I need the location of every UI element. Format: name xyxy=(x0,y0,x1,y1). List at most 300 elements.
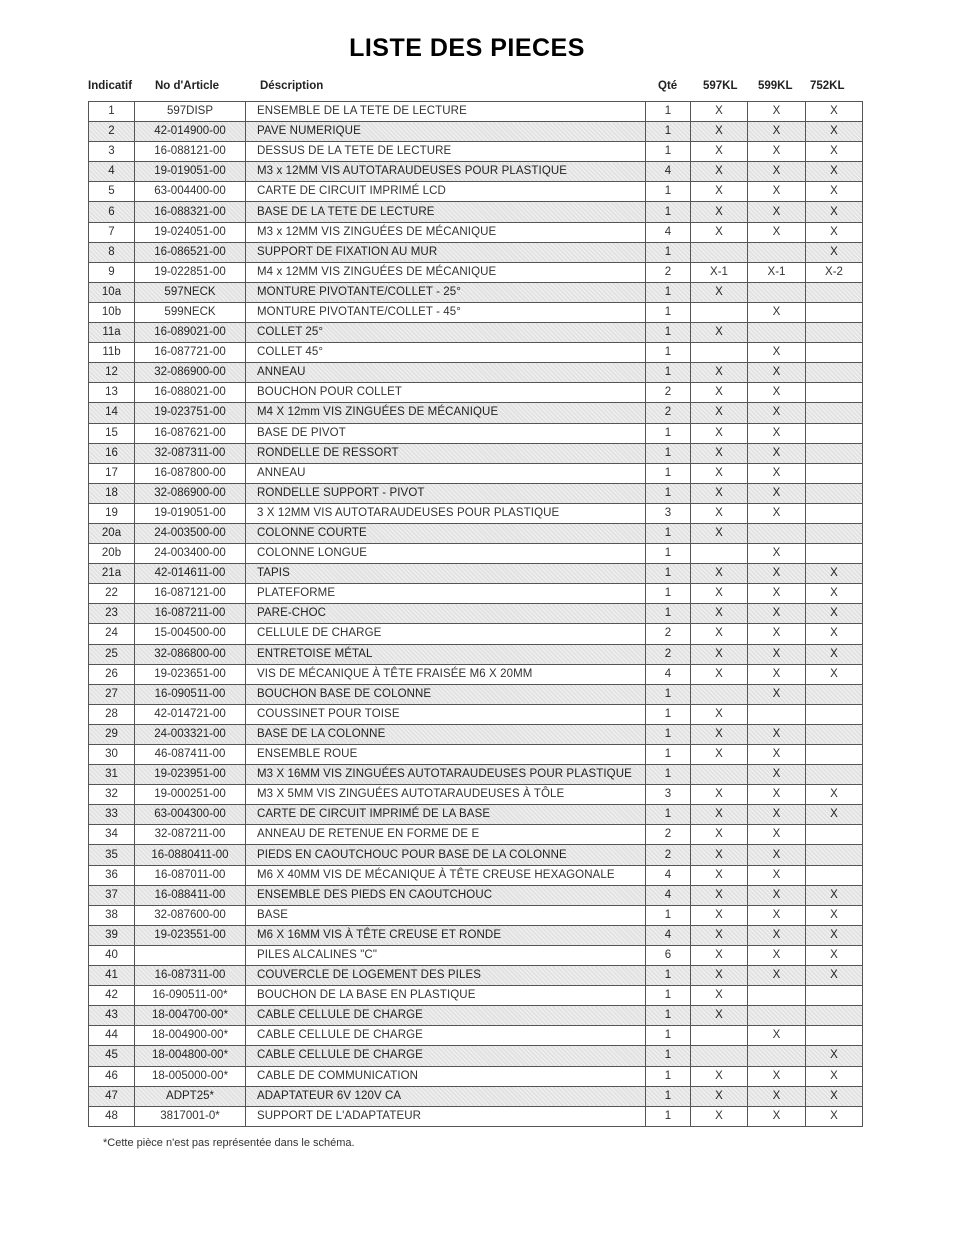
model-752kl-cell xyxy=(806,323,863,343)
article-number-cell: 19-023551-00 xyxy=(135,925,246,945)
description-cell: CABLE DE COMMUNICATION xyxy=(246,1066,646,1086)
model-599kl-cell: X xyxy=(748,483,806,503)
quantity-cell: 1 xyxy=(646,423,691,443)
table-row xyxy=(89,403,863,423)
model-599kl-cell: X xyxy=(748,664,806,684)
model-752kl-cell: X xyxy=(806,584,863,604)
model-597kl-cell xyxy=(691,302,748,322)
model-597kl-cell xyxy=(691,684,748,704)
model-597kl-cell: X xyxy=(691,584,748,604)
description-cell: RONDELLE DE RESSORT xyxy=(246,443,646,463)
model-597kl-cell: X xyxy=(691,945,748,965)
quantity-cell: 1 xyxy=(646,142,691,162)
model-599kl-cell xyxy=(748,1006,806,1026)
quantity-cell: 1 xyxy=(646,905,691,925)
article-number-cell: 24-003321-00 xyxy=(135,724,246,744)
model-752kl-cell xyxy=(806,443,863,463)
article-number-cell: 19-022851-00 xyxy=(135,262,246,282)
model-597kl-cell: X xyxy=(691,483,748,503)
model-599kl-cell: X xyxy=(748,122,806,142)
article-number-cell: 16-087311-00 xyxy=(135,966,246,986)
table-row xyxy=(89,463,863,483)
quantity-cell: 3 xyxy=(646,785,691,805)
description-cell: COUSSINET POUR TOISE xyxy=(246,704,646,724)
model-752kl-cell: X xyxy=(806,1106,863,1126)
article-number-cell: 18-005000-00* xyxy=(135,1066,246,1086)
table-row xyxy=(89,262,863,282)
model-597kl-cell: X xyxy=(691,1106,748,1126)
model-752kl-cell: X xyxy=(806,1066,863,1086)
indicatif-cell: 28 xyxy=(89,704,135,724)
quantity-cell: 2 xyxy=(646,262,691,282)
quantity-cell: 1 xyxy=(646,463,691,483)
quantity-cell: 1 xyxy=(646,443,691,463)
quantity-cell: 2 xyxy=(646,383,691,403)
indicatif-cell: 30 xyxy=(89,745,135,765)
table-row xyxy=(89,363,863,383)
article-number-cell: 42-014611-00 xyxy=(135,564,246,584)
header-599kl: 599KL xyxy=(758,80,793,92)
quantity-cell: 1 xyxy=(646,122,691,142)
table-row xyxy=(89,1066,863,1086)
indicatif-cell: 33 xyxy=(89,805,135,825)
indicatif-cell: 26 xyxy=(89,664,135,684)
model-597kl-cell xyxy=(691,1026,748,1046)
parts-table xyxy=(88,101,863,1127)
table-row xyxy=(89,383,863,403)
model-597kl-cell: X xyxy=(691,785,748,805)
article-number-cell: 19-023751-00 xyxy=(135,403,246,423)
model-597kl-cell xyxy=(691,242,748,262)
model-752kl-cell: X xyxy=(806,785,863,805)
model-599kl-cell xyxy=(748,1046,806,1066)
indicatif-cell: 17 xyxy=(89,463,135,483)
article-number-cell: 16-089021-00 xyxy=(135,323,246,343)
description-cell: PAVE NUMERIQUE xyxy=(246,122,646,142)
indicatif-cell: 48 xyxy=(89,1106,135,1126)
model-599kl-cell: X xyxy=(748,363,806,383)
model-752kl-cell xyxy=(806,483,863,503)
description-cell: COLONNE COURTE xyxy=(246,523,646,543)
indicatif-cell: 4 xyxy=(89,162,135,182)
indicatif-cell: 20a xyxy=(89,523,135,543)
table-row xyxy=(89,443,863,463)
indicatif-cell: 19 xyxy=(89,503,135,523)
quantity-cell: 1 xyxy=(646,704,691,724)
model-597kl-cell: X xyxy=(691,966,748,986)
article-number-cell: 42-014900-00 xyxy=(135,122,246,142)
model-599kl-cell xyxy=(748,323,806,343)
indicatif-cell: 9 xyxy=(89,262,135,282)
article-number-cell: 16-087121-00 xyxy=(135,584,246,604)
article-number-cell: 16-087800-00 xyxy=(135,463,246,483)
table-row xyxy=(89,604,863,624)
table-row xyxy=(89,684,863,704)
description-cell: BASE DE LA TETE DE LECTURE xyxy=(246,202,646,222)
description-cell: ENTRETOISE MÉTAL xyxy=(246,644,646,664)
table-row xyxy=(89,544,863,564)
description-cell: M6 X 16MM VIS À TÊTE CREUSE ET RONDE xyxy=(246,925,646,945)
description-cell: M3 X 5MM VIS ZINGUÉES AUTOTARAUDEUSES À TÔLE xyxy=(246,785,646,805)
article-number-cell: 16-088411-00 xyxy=(135,885,246,905)
table-row xyxy=(89,845,863,865)
quantity-cell: 1 xyxy=(646,745,691,765)
description-cell: BASE DE PIVOT xyxy=(246,423,646,443)
table-row xyxy=(89,1046,863,1066)
model-599kl-cell: X xyxy=(748,825,806,845)
table-row xyxy=(89,222,863,242)
model-752kl-cell xyxy=(806,343,863,363)
quantity-cell: 1 xyxy=(646,544,691,564)
model-597kl-cell: X xyxy=(691,1006,748,1026)
table-row xyxy=(89,343,863,363)
table-row xyxy=(89,905,863,925)
description-cell: COLLET 25° xyxy=(246,323,646,343)
model-752kl-cell: X xyxy=(806,905,863,925)
model-597kl-cell: X xyxy=(691,825,748,845)
quantity-cell: 1 xyxy=(646,724,691,744)
article-number-cell: 19-000251-00 xyxy=(135,785,246,805)
description-cell: ANNEAU xyxy=(246,363,646,383)
description-cell: CABLE CELLULE DE CHARGE xyxy=(246,1026,646,1046)
quantity-cell: 1 xyxy=(646,1046,691,1066)
model-599kl-cell: X xyxy=(748,1026,806,1046)
description-cell: PARE-CHOC xyxy=(246,604,646,624)
indicatif-cell: 22 xyxy=(89,584,135,604)
article-number-cell: 19-024051-00 xyxy=(135,222,246,242)
model-599kl-cell: X xyxy=(748,564,806,584)
model-597kl-cell: X xyxy=(691,182,748,202)
indicatif-cell: 6 xyxy=(89,202,135,222)
article-number-cell: 32-086900-00 xyxy=(135,483,246,503)
description-cell: M3 X 16MM VIS ZINGUÉES AUTOTARAUDEUSES POUR PLASTIQUE xyxy=(246,765,646,785)
model-599kl-cell: X xyxy=(748,1086,806,1106)
description-cell: SUPPORT DE L'ADAPTATEUR xyxy=(246,1106,646,1126)
model-752kl-cell xyxy=(806,463,863,483)
indicatif-cell: 24 xyxy=(89,624,135,644)
model-597kl-cell: X xyxy=(691,624,748,644)
indicatif-cell: 5 xyxy=(89,182,135,202)
table-row xyxy=(89,1006,863,1026)
model-597kl-cell xyxy=(691,343,748,363)
description-cell: RONDELLE SUPPORT - PIVOT xyxy=(246,483,646,503)
model-599kl-cell: X xyxy=(748,765,806,785)
quantity-cell: 1 xyxy=(646,242,691,262)
table-row xyxy=(89,825,863,845)
table-row xyxy=(89,584,863,604)
model-599kl-cell: X xyxy=(748,383,806,403)
quantity-cell: 1 xyxy=(646,564,691,584)
article-number-cell: 16-088021-00 xyxy=(135,383,246,403)
table-row xyxy=(89,986,863,1006)
model-599kl-cell: X xyxy=(748,885,806,905)
indicatif-cell: 47 xyxy=(89,1086,135,1106)
quantity-cell: 4 xyxy=(646,162,691,182)
model-599kl-cell: X xyxy=(748,182,806,202)
model-599kl-cell: X xyxy=(748,604,806,624)
article-number-cell: 19-019051-00 xyxy=(135,162,246,182)
indicatif-cell: 25 xyxy=(89,644,135,664)
description-cell: ADAPTATEUR 6V 120V CA xyxy=(246,1086,646,1106)
indicatif-cell: 11b xyxy=(89,343,135,363)
description-cell: MONTURE PIVOTANTE/COLLET - 45° xyxy=(246,302,646,322)
page-title: LISTE DES PIECES xyxy=(349,34,585,62)
model-597kl-cell xyxy=(691,765,748,785)
model-752kl-cell: X xyxy=(806,604,863,624)
quantity-cell: 1 xyxy=(646,1086,691,1106)
model-752kl-cell xyxy=(806,865,863,885)
indicatif-cell: 39 xyxy=(89,925,135,945)
article-number-cell: 24-003400-00 xyxy=(135,544,246,564)
quantity-cell: 4 xyxy=(646,222,691,242)
table-row xyxy=(89,162,863,182)
description-cell: CABLE CELLULE DE CHARGE xyxy=(246,1006,646,1026)
indicatif-cell: 38 xyxy=(89,905,135,925)
model-597kl-cell: X xyxy=(691,202,748,222)
description-cell: PILES ALCALINES "C" xyxy=(246,945,646,965)
model-599kl-cell: X xyxy=(748,343,806,363)
table-row xyxy=(89,503,863,523)
model-752kl-cell xyxy=(806,363,863,383)
model-599kl-cell: X xyxy=(748,644,806,664)
quantity-cell: 1 xyxy=(646,483,691,503)
table-row xyxy=(89,182,863,202)
indicatif-cell: 36 xyxy=(89,865,135,885)
indicatif-cell: 35 xyxy=(89,845,135,865)
quantity-cell: 1 xyxy=(646,102,691,122)
model-752kl-cell xyxy=(806,845,863,865)
model-752kl-cell xyxy=(806,302,863,322)
table-row xyxy=(89,423,863,443)
article-number-cell: 597DISP xyxy=(135,102,246,122)
quantity-cell: 1 xyxy=(646,1066,691,1086)
table-row xyxy=(89,102,863,122)
model-599kl-cell: X xyxy=(748,584,806,604)
model-752kl-cell: X xyxy=(806,624,863,644)
table-row xyxy=(89,242,863,262)
article-number-cell: 18-004800-00* xyxy=(135,1046,246,1066)
model-599kl-cell: X xyxy=(748,142,806,162)
article-number-cell: 16-090511-00 xyxy=(135,684,246,704)
model-752kl-cell xyxy=(806,423,863,443)
model-597kl-cell: X xyxy=(691,604,748,624)
model-597kl-cell: X xyxy=(691,323,748,343)
model-597kl-cell: X xyxy=(691,503,748,523)
model-597kl-cell: X xyxy=(691,423,748,443)
model-752kl-cell: X xyxy=(806,242,863,262)
model-599kl-cell: X xyxy=(748,463,806,483)
article-number-cell: 15-004500-00 xyxy=(135,624,246,644)
table-row xyxy=(89,302,863,322)
model-752kl-cell xyxy=(806,282,863,302)
quantity-cell: 1 xyxy=(646,684,691,704)
table-row xyxy=(89,1086,863,1106)
description-cell: M6 X 40MM VIS DE MÉCANIQUE À TÊTE CREUSE HEXAGONALE xyxy=(246,865,646,885)
model-599kl-cell: X xyxy=(748,925,806,945)
article-number-cell: 597NECK xyxy=(135,282,246,302)
indicatif-cell: 46 xyxy=(89,1066,135,1086)
model-599kl-cell xyxy=(748,523,806,543)
model-599kl-cell xyxy=(748,704,806,724)
model-597kl-cell: X xyxy=(691,383,748,403)
article-number-cell: 32-087211-00 xyxy=(135,825,246,845)
quantity-cell: 2 xyxy=(646,403,691,423)
indicatif-cell: 37 xyxy=(89,885,135,905)
model-599kl-cell: X xyxy=(748,423,806,443)
article-number-cell: 32-087311-00 xyxy=(135,443,246,463)
quantity-cell: 3 xyxy=(646,503,691,523)
article-number-cell: ADPT25* xyxy=(135,1086,246,1106)
indicatif-cell: 12 xyxy=(89,363,135,383)
model-597kl-cell: X xyxy=(691,443,748,463)
indicatif-cell: 2 xyxy=(89,122,135,142)
model-752kl-cell xyxy=(806,825,863,845)
article-number-cell: 18-004900-00* xyxy=(135,1026,246,1046)
indicatif-cell: 20b xyxy=(89,544,135,564)
description-cell: PIEDS EN CAOUTCHOUC POUR BASE DE LA COLONNE xyxy=(246,845,646,865)
model-599kl-cell xyxy=(748,282,806,302)
table-row xyxy=(89,704,863,724)
model-597kl-cell: X xyxy=(691,925,748,945)
model-752kl-cell: X xyxy=(806,1046,863,1066)
model-752kl-cell: X xyxy=(806,644,863,664)
description-cell: BASE DE LA COLONNE xyxy=(246,724,646,744)
model-599kl-cell: X xyxy=(748,102,806,122)
indicatif-cell: 40 xyxy=(89,945,135,965)
article-number-cell: 63-004400-00 xyxy=(135,182,246,202)
indicatif-cell: 41 xyxy=(89,966,135,986)
model-752kl-cell xyxy=(806,1026,863,1046)
table-row xyxy=(89,483,863,503)
model-599kl-cell: X xyxy=(748,302,806,322)
model-752kl-cell: X xyxy=(806,664,863,684)
article-number-cell: 16-088121-00 xyxy=(135,142,246,162)
indicatif-cell: 32 xyxy=(89,785,135,805)
table-row xyxy=(89,564,863,584)
indicatif-cell: 31 xyxy=(89,765,135,785)
model-752kl-cell: X xyxy=(806,182,863,202)
indicatif-cell: 29 xyxy=(89,724,135,744)
description-cell: COLLET 45° xyxy=(246,343,646,363)
quantity-cell: 1 xyxy=(646,1006,691,1026)
description-cell: CARTE DE CIRCUIT IMPRIMÉ DE LA BASE xyxy=(246,805,646,825)
model-597kl-cell: X xyxy=(691,724,748,744)
model-752kl-cell: X xyxy=(806,945,863,965)
quantity-cell: 4 xyxy=(646,664,691,684)
table-row xyxy=(89,865,863,885)
model-597kl-cell xyxy=(691,544,748,564)
model-752kl-cell: X-2 xyxy=(806,262,863,282)
quantity-cell: 1 xyxy=(646,363,691,383)
model-599kl-cell: X xyxy=(748,1066,806,1086)
description-cell: COUVERCLE DE LOGEMENT DES PILES xyxy=(246,966,646,986)
quantity-cell: 4 xyxy=(646,925,691,945)
article-number-cell: 19-023651-00 xyxy=(135,664,246,684)
header-qty: Qté xyxy=(658,80,678,92)
description-cell: CARTE DE CIRCUIT IMPRIMÉ LCD xyxy=(246,182,646,202)
indicatif-cell: 7 xyxy=(89,222,135,242)
model-597kl-cell: X xyxy=(691,142,748,162)
model-599kl-cell: X xyxy=(748,745,806,765)
description-cell: BASE xyxy=(246,905,646,925)
table-row xyxy=(89,885,863,905)
table-row xyxy=(89,122,863,142)
article-number-cell: 63-004300-00 xyxy=(135,805,246,825)
quantity-cell: 2 xyxy=(646,825,691,845)
model-597kl-cell: X xyxy=(691,523,748,543)
model-599kl-cell: X-1 xyxy=(748,262,806,282)
model-597kl-cell: X xyxy=(691,363,748,383)
table-row xyxy=(89,1106,863,1126)
model-597kl-cell: X xyxy=(691,865,748,885)
quantity-cell: 6 xyxy=(646,945,691,965)
indicatif-cell: 43 xyxy=(89,1006,135,1026)
indicatif-cell: 14 xyxy=(89,403,135,423)
description-cell: CABLE CELLULE DE CHARGE xyxy=(246,1046,646,1066)
header-indicatif: Indicatif xyxy=(88,80,133,92)
quantity-cell: 1 xyxy=(646,805,691,825)
article-number-cell: 16-090511-00* xyxy=(135,986,246,1006)
description-cell: PLATEFORME xyxy=(246,584,646,604)
description-cell: BOUCHON POUR COLLET xyxy=(246,383,646,403)
article-number-cell: 16-0880411-00 xyxy=(135,845,246,865)
quantity-cell: 1 xyxy=(646,182,691,202)
description-cell: COLONNE LONGUE xyxy=(246,544,646,564)
model-752kl-cell: X xyxy=(806,805,863,825)
quantity-cell: 1 xyxy=(646,343,691,363)
model-752kl-cell xyxy=(806,503,863,523)
article-number-cell: 16-087211-00 xyxy=(135,604,246,624)
model-752kl-cell: X xyxy=(806,925,863,945)
indicatif-cell: 34 xyxy=(89,825,135,845)
indicatif-cell: 15 xyxy=(89,423,135,443)
model-752kl-cell: X xyxy=(806,202,863,222)
model-752kl-cell: X xyxy=(806,885,863,905)
model-599kl-cell: X xyxy=(748,684,806,704)
article-number-cell: 32-087600-00 xyxy=(135,905,246,925)
model-752kl-cell: X xyxy=(806,162,863,182)
model-597kl-cell: X xyxy=(691,905,748,925)
description-cell: M4 x 12MM VIS ZINGUÉES DE MÉCANIQUE xyxy=(246,262,646,282)
model-599kl-cell: X xyxy=(748,162,806,182)
description-cell: BOUCHON BASE DE COLONNE xyxy=(246,684,646,704)
model-752kl-cell xyxy=(806,745,863,765)
table-row xyxy=(89,624,863,644)
table-row xyxy=(89,664,863,684)
model-599kl-cell: X xyxy=(748,1106,806,1126)
indicatif-cell: 42 xyxy=(89,986,135,1006)
model-597kl-cell: X xyxy=(691,463,748,483)
model-599kl-cell: X xyxy=(748,845,806,865)
table-row xyxy=(89,323,863,343)
indicatif-cell: 13 xyxy=(89,383,135,403)
article-number-cell: 19-023951-00 xyxy=(135,765,246,785)
model-597kl-cell: X xyxy=(691,885,748,905)
quantity-cell: 1 xyxy=(646,323,691,343)
header-752kl: 752KL xyxy=(810,80,845,92)
quantity-cell: 1 xyxy=(646,523,691,543)
model-597kl-cell: X xyxy=(691,1086,748,1106)
model-752kl-cell xyxy=(806,765,863,785)
quantity-cell: 2 xyxy=(646,845,691,865)
table-row xyxy=(89,142,863,162)
quantity-cell: 1 xyxy=(646,302,691,322)
model-752kl-cell xyxy=(806,383,863,403)
model-599kl-cell: X xyxy=(748,403,806,423)
description-cell: ENSEMBLE DES PIEDS EN CAOUTCHOUC xyxy=(246,885,646,905)
model-597kl-cell: X xyxy=(691,1066,748,1086)
model-599kl-cell: X xyxy=(748,905,806,925)
